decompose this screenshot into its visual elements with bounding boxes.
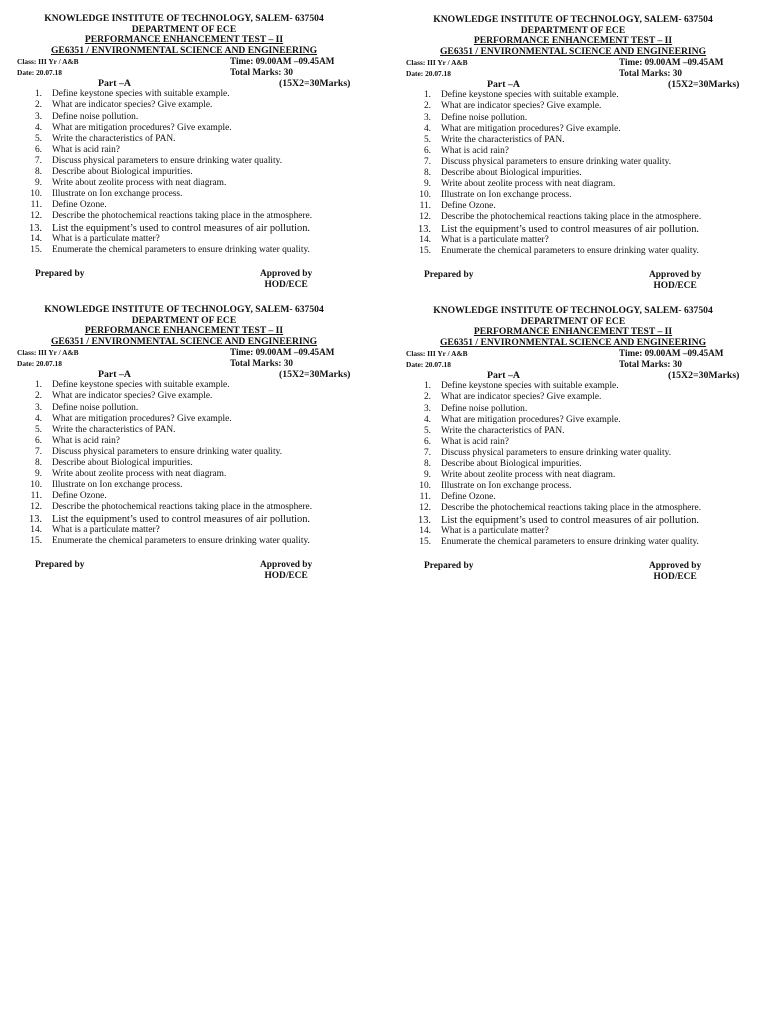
question-item [406, 537, 740, 548]
question-number: 15. [419, 536, 431, 547]
question-item [406, 470, 740, 481]
question-text: Discuss physical parameters to ensure drinking water quality. [441, 156, 672, 167]
question-item [406, 124, 740, 135]
subject-title: GE6351 / ENVIRONMENTAL SCIENCE AND ENGINEERING [439, 336, 707, 348]
question-number: 14. [419, 234, 431, 245]
question-text: What are mitigation procedures? Give example. [52, 122, 232, 133]
question-text: Enumerate the chemical parameters to ensure drinking water quality. [52, 244, 310, 255]
question-item [406, 526, 740, 537]
question-number: 5. [34, 133, 42, 144]
question-text: What is acid rain? [441, 436, 509, 447]
question-text: What are indicator species? Give example. [52, 100, 213, 111]
question-number: 3. [34, 111, 42, 122]
question-text: Describe the photochemical reactions taking place in the atmosphere. [441, 503, 702, 514]
question-number: 15. [30, 244, 42, 255]
question-text: What is a particulate matter? [52, 524, 160, 535]
question-number: 1. [34, 380, 42, 391]
question-item [17, 469, 351, 480]
question-text: Illustrate on Ion exchange process. [441, 190, 572, 201]
part-marks: (15X2=30Marks) [279, 78, 351, 90]
approved-by [260, 560, 312, 582]
question-number: 15. [419, 245, 431, 256]
question-text: Define keystone species with suitable example. [441, 90, 619, 101]
question-item [406, 503, 740, 514]
question-item [17, 178, 351, 189]
part-title: Part –A [98, 369, 131, 381]
question-text: Discuss physical parameters to ensure drinking water quality. [52, 155, 283, 166]
question-number: 8. [423, 168, 431, 179]
question-number: 9. [423, 470, 431, 481]
question-text: Describe about Biological impurities. [441, 168, 582, 179]
question-text: Write about zeolite process with neat diagram. [441, 470, 616, 481]
question-number: 10. [419, 190, 431, 201]
approved-label: Approved by [649, 560, 702, 571]
question-list [406, 90, 740, 256]
class-info: Class: III Yr / A&B [17, 57, 79, 67]
question-item [406, 135, 740, 146]
question-sheet [17, 14, 351, 289]
question-item [406, 437, 740, 448]
question-text: What are mitigation procedures? Give example. [52, 413, 232, 424]
signature-row [406, 266, 740, 290]
question-item [406, 459, 740, 470]
question-item [406, 190, 740, 201]
question-number: 10. [419, 481, 431, 492]
question-item [406, 113, 740, 124]
question-text: Write the characteristics of PAN. [441, 134, 565, 145]
question-number: 6. [423, 436, 431, 447]
subject-title: GE6351 / ENVIRONMENTAL SCIENCE AND ENGINEERING [50, 335, 318, 347]
question-item [17, 200, 351, 211]
approved-label: Approved by [260, 559, 313, 570]
total-marks: Total Marks: 30 [230, 358, 293, 369]
question-item [406, 392, 740, 403]
question-number: 12. [30, 211, 42, 222]
question-text: Write the characteristics of PAN. [441, 425, 565, 436]
question-text: What are mitigation procedures? Give example. [441, 414, 621, 425]
question-text: Enumerate the chemical parameters to ensure drinking water quality. [52, 535, 310, 546]
question-item [17, 425, 351, 436]
question-number: 7. [423, 156, 431, 167]
part-marks: (15X2=30Marks) [668, 79, 740, 91]
question-text: What are indicator species? Give example. [441, 392, 602, 403]
question-number: 8. [34, 167, 42, 178]
time-info: Time: 09.00AM –09.45AM [619, 348, 724, 359]
test-title: PERFORMANCE ENHANCEMENT TEST – II [473, 35, 673, 47]
approved-by [649, 270, 701, 292]
question-item [17, 480, 351, 491]
question-text: Describe about Biological impurities. [52, 458, 193, 469]
question-number: 10. [30, 480, 42, 491]
question-text: Define keystone species with suitable example. [52, 380, 230, 391]
time-info: Time: 09.00AM –09.45AM [230, 347, 335, 358]
approved-by [260, 269, 312, 291]
question-text: Define noise pollution. [441, 112, 528, 123]
prepared-by: Prepared by [35, 559, 85, 570]
test-title: PERFORMANCE ENHANCEMENT TEST – II [84, 34, 284, 46]
question-item [17, 447, 351, 458]
approved-label: Approved by [649, 269, 702, 280]
question-number: 4. [423, 414, 431, 425]
question-text: Discuss physical parameters to ensure drinking water quality. [441, 447, 672, 458]
question-text: What is acid rain? [441, 145, 509, 156]
question-number: 8. [423, 459, 431, 470]
question-number: 11. [30, 491, 42, 502]
question-text: List the equipment’s used to control measures of air pollution. [441, 514, 699, 526]
question-item [17, 167, 351, 178]
part-heading [406, 370, 740, 381]
question-item [17, 211, 351, 222]
question-item [17, 491, 351, 502]
prepared-by: Prepared by [35, 268, 85, 279]
question-number: 2. [423, 101, 431, 112]
part-title: Part –A [487, 370, 520, 382]
question-item [17, 223, 351, 234]
meta-row [406, 57, 740, 68]
question-item [406, 168, 740, 179]
question-number: 7. [423, 447, 431, 458]
question-number: 12. [419, 503, 431, 514]
question-text: What is acid rain? [52, 435, 120, 446]
department-name: DEPARTMENT OF ECE [520, 315, 626, 327]
department-name: DEPARTMENT OF ECE [131, 314, 237, 326]
time-info: Time: 09.00AM –09.45AM [230, 56, 335, 67]
question-item [17, 189, 351, 200]
question-number: 12. [419, 212, 431, 223]
meta-row [17, 67, 351, 78]
question-item [406, 212, 740, 223]
meta-row [17, 358, 351, 369]
meta-row [406, 359, 740, 370]
question-sheet [17, 305, 351, 580]
question-text: Describe about Biological impurities. [441, 459, 582, 470]
approved-label: Approved by [260, 268, 313, 279]
signature-row [17, 556, 351, 580]
approver-role: HOD/ECE [653, 571, 697, 582]
question-item [406, 415, 740, 426]
question-number: 5. [34, 424, 42, 435]
question-number: 3. [423, 112, 431, 123]
question-number: 9. [34, 469, 42, 480]
question-item [406, 235, 740, 246]
question-item [17, 245, 351, 256]
part-marks: (15X2=30Marks) [668, 370, 740, 382]
question-text: What is a particulate matter? [441, 525, 549, 536]
question-text: Define keystone species with suitable example. [52, 89, 230, 100]
question-item [17, 525, 351, 536]
question-text: Define keystone species with suitable example. [441, 381, 619, 392]
question-item [17, 100, 351, 111]
date-info: Date: 20.07.18 [17, 68, 62, 78]
approver-role: HOD/ECE [653, 280, 697, 291]
department-name: DEPARTMENT OF ECE [131, 23, 237, 35]
question-number: 12. [30, 502, 42, 513]
question-number: 10. [30, 189, 42, 200]
signature-row [17, 265, 351, 289]
question-number: 9. [34, 178, 42, 189]
question-item [17, 134, 351, 145]
question-item [406, 481, 740, 492]
question-item [406, 146, 740, 157]
meta-row [17, 347, 351, 358]
question-number: 2. [423, 392, 431, 403]
question-text: Define noise pollution. [52, 402, 139, 413]
question-number: 8. [34, 458, 42, 469]
question-number: 7. [34, 446, 42, 457]
question-text: Define Ozone. [52, 491, 107, 502]
question-number: 14. [419, 525, 431, 536]
department-name: DEPARTMENT OF ECE [520, 24, 626, 36]
question-item [17, 391, 351, 402]
question-list [17, 89, 351, 255]
approver-role: HOD/ECE [264, 570, 308, 581]
approver-role: HOD/ECE [264, 279, 308, 290]
question-text: Describe the photochemical reactions taking place in the atmosphere. [441, 212, 702, 223]
question-text: What are indicator species? Give example. [52, 391, 213, 402]
time-info: Time: 09.00AM –09.45AM [619, 57, 724, 68]
question-number: 9. [423, 179, 431, 190]
question-number: 4. [34, 413, 42, 424]
test-title: PERFORMANCE ENHANCEMENT TEST – II [473, 326, 673, 338]
question-item [17, 436, 351, 447]
question-item [17, 414, 351, 425]
question-item [17, 112, 351, 123]
total-marks: Total Marks: 30 [619, 68, 682, 79]
question-item [17, 380, 351, 391]
total-marks: Total Marks: 30 [619, 359, 682, 370]
question-item [406, 90, 740, 101]
question-item [406, 179, 740, 190]
question-text: Discuss physical parameters to ensure drinking water quality. [52, 446, 283, 457]
question-number: 3. [423, 403, 431, 414]
question-item [406, 157, 740, 168]
question-number: 2. [34, 100, 42, 111]
total-marks: Total Marks: 30 [230, 67, 293, 78]
question-text: List the equipment’s used to control measures of air pollution. [52, 222, 310, 234]
question-item [406, 448, 740, 459]
question-text: What are mitigation procedures? Give example. [441, 123, 621, 134]
question-text: Write about zeolite process with neat diagram. [52, 178, 227, 189]
question-number: 3. [34, 402, 42, 413]
question-number: 11. [419, 492, 431, 503]
question-text: Define Ozone. [441, 492, 496, 503]
question-number: 5. [423, 425, 431, 436]
question-text: Write the characteristics of PAN. [52, 424, 176, 435]
question-text: List the equipment’s used to control measures of air pollution. [441, 223, 699, 235]
meta-row [406, 348, 740, 359]
question-number: 11. [30, 200, 42, 211]
question-number: 7. [34, 155, 42, 166]
question-text: Write about zeolite process with neat diagram. [441, 179, 616, 190]
question-number: 13. [29, 222, 42, 234]
question-item [406, 404, 740, 415]
question-number: 2. [34, 391, 42, 402]
question-item [406, 224, 740, 235]
question-number: 6. [423, 145, 431, 156]
question-number: 4. [423, 123, 431, 134]
question-text: Illustrate on Ion exchange process. [441, 481, 572, 492]
question-number: 1. [34, 89, 42, 100]
question-number: 1. [423, 90, 431, 101]
question-number: 14. [30, 524, 42, 535]
question-item [17, 502, 351, 513]
question-number: 11. [419, 201, 431, 212]
question-text: Write the characteristics of PAN. [52, 133, 176, 144]
meta-row [17, 56, 351, 67]
signature-row [406, 557, 740, 581]
question-text: What is a particulate matter? [441, 234, 549, 245]
question-text: Write about zeolite process with neat diagram. [52, 469, 227, 480]
part-heading [17, 369, 351, 380]
question-text: Describe about Biological impurities. [52, 167, 193, 178]
question-number: 13. [418, 514, 431, 526]
question-text: Define Ozone. [441, 201, 496, 212]
question-text: What is acid rain? [52, 144, 120, 155]
question-number: 1. [423, 381, 431, 392]
question-text: Define Ozone. [52, 200, 107, 211]
question-number: 6. [34, 435, 42, 446]
prepared-by: Prepared by [424, 269, 474, 280]
question-number: 6. [34, 144, 42, 155]
institute-name: KNOWLEDGE INSTITUTE OF TECHNOLOGY, SALEM- 637504 [433, 305, 713, 316]
question-number: 13. [29, 513, 42, 525]
institute-name: KNOWLEDGE INSTITUTE OF TECHNOLOGY, SALEM- 637504 [44, 304, 324, 315]
question-item [17, 458, 351, 469]
question-number: 15. [30, 535, 42, 546]
question-text: What are indicator species? Give example. [441, 101, 602, 112]
question-text: Enumerate the chemical parameters to ensure drinking water quality. [441, 536, 699, 547]
question-item [17, 156, 351, 167]
question-item [17, 123, 351, 134]
part-marks: (15X2=30Marks) [279, 369, 351, 381]
part-title: Part –A [98, 78, 131, 90]
question-item [406, 201, 740, 212]
date-info: Date: 20.07.18 [406, 69, 451, 79]
question-text: Enumerate the chemical parameters to ensure drinking water quality. [441, 245, 699, 256]
prepared-by: Prepared by [424, 560, 474, 571]
test-title: PERFORMANCE ENHANCEMENT TEST – II [84, 325, 284, 337]
question-item [17, 403, 351, 414]
question-number: 14. [30, 233, 42, 244]
class-info: Class: III Yr / A&B [406, 349, 468, 359]
question-item [406, 381, 740, 392]
question-item [406, 515, 740, 526]
question-item [406, 492, 740, 503]
subject-title: GE6351 / ENVIRONMENTAL SCIENCE AND ENGINEERING [439, 45, 707, 57]
class-info: Class: III Yr / A&B [17, 348, 79, 358]
question-number: 13. [418, 223, 431, 235]
question-item [17, 89, 351, 100]
question-item [17, 145, 351, 156]
class-info: Class: III Yr / A&B [406, 58, 468, 68]
question-item [406, 246, 740, 257]
institute-name: KNOWLEDGE INSTITUTE OF TECHNOLOGY, SALEM- 637504 [433, 14, 713, 25]
question-list [17, 380, 351, 546]
date-info: Date: 20.07.18 [17, 359, 62, 369]
question-text: Illustrate on Ion exchange process. [52, 189, 183, 200]
question-text: Describe the photochemical reactions taking place in the atmosphere. [52, 502, 313, 513]
question-text: What is a particulate matter? [52, 233, 160, 244]
question-item [406, 101, 740, 112]
question-text: Illustrate on Ion exchange process. [52, 480, 183, 491]
question-text: Define noise pollution. [52, 111, 139, 122]
subject-title: GE6351 / ENVIRONMENTAL SCIENCE AND ENGINEERING [50, 44, 318, 56]
question-item [17, 514, 351, 525]
question-item [406, 426, 740, 437]
question-sheet [406, 15, 740, 290]
question-text: Define noise pollution. [441, 403, 528, 414]
date-info: Date: 20.07.18 [406, 360, 451, 370]
question-sheet [406, 306, 740, 581]
institute-name: KNOWLEDGE INSTITUTE OF TECHNOLOGY, SALEM- 637504 [44, 13, 324, 24]
approved-by [649, 561, 701, 583]
question-list [406, 381, 740, 547]
part-title: Part –A [487, 79, 520, 91]
question-text: Describe the photochemical reactions taking place in the atmosphere. [52, 211, 313, 222]
part-heading [17, 78, 351, 89]
question-number: 4. [34, 122, 42, 133]
question-text: List the equipment’s used to control measures of air pollution. [52, 513, 310, 525]
question-item [17, 234, 351, 245]
part-heading [406, 79, 740, 90]
question-item [17, 536, 351, 547]
question-number: 5. [423, 134, 431, 145]
meta-row [406, 68, 740, 79]
